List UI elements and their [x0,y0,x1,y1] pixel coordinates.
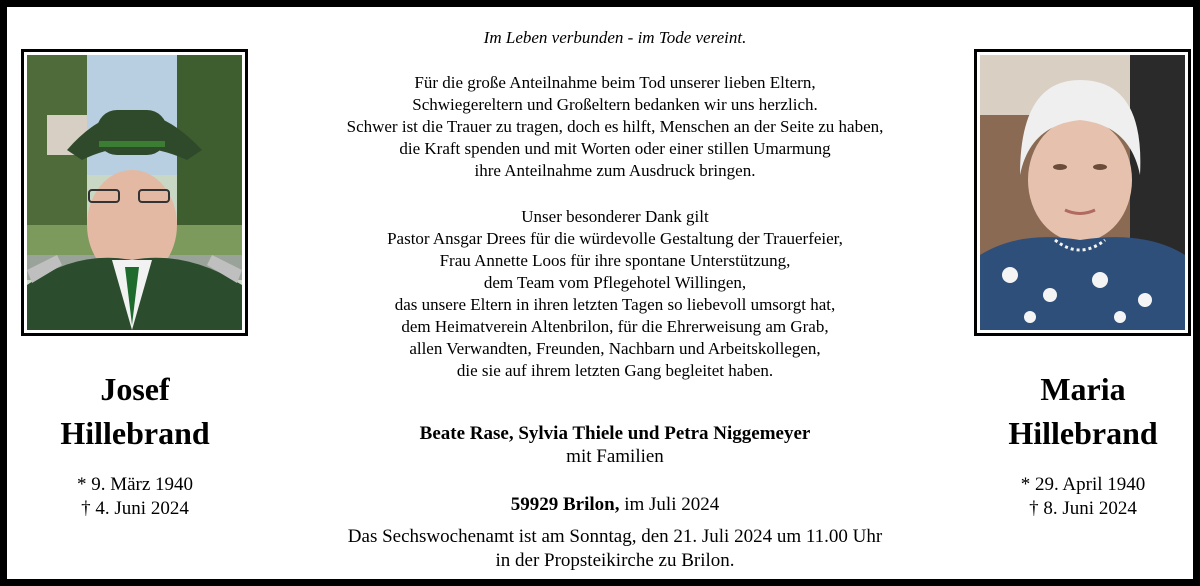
text-line: Schwiegereltern und Großeltern bedanken wir uns herzlich. [412,95,818,114]
text-line: die sie auf ihrem letzten Gang begleitet haben. [456,361,774,380]
first-name: Maria [1040,371,1126,407]
dates-maria [975,473,1191,521]
mass-notice [277,525,953,573]
last-name: Hillebrand [1008,415,1158,451]
special-thanks [277,206,953,382]
last-name: Hillebrand [60,415,210,451]
text-line: Das Sechswochenamt ist am Sonntag, den 21. Juli 2024 um 11.00 Uhr [347,526,883,547]
signer-names: Beate Rase, Sylvia Thiele und Petra Niggemeyer [419,423,811,444]
text-line: dem Team vom Pflegehotel Willingen, [483,273,747,292]
text-line: die Kraft spenden und mit Worten oder einer stillen Umarmung [399,139,831,158]
text-line: allen Verwandten, Freunden, Nachbarn und Arbeitskollegen, [409,339,821,358]
death-date: † 8. Juni 2024 [1029,498,1137,519]
text-line: in der Propsteikirche zu Brilon. [495,550,735,571]
signers [277,422,953,468]
portrait-josef [21,49,248,336]
text-line: Frau Annette Loos für ihre spontane Unterstützung, [439,251,791,270]
dates-josef [27,473,243,521]
text-line: das unsere Eltern in ihren letzten Tagen so liebevoll umsorgt hat, [394,295,836,314]
portrait-josef-image [27,55,242,330]
birth-date: * 9. März 1940 [76,474,194,495]
birth-date: * 29. April 1940 [1020,474,1146,495]
place-bold: 59929 Brilon, [510,494,620,515]
text-line: dem Heimatverein Altenbrilon, für die Ehrerweisung am Grab, [401,317,829,336]
text-line: Schwer ist die Trauer zu tragen, doch es hilft, Menschen an der Seite zu haben, [346,117,884,136]
signer-family: mit Familien [566,446,664,467]
portrait-maria [974,49,1191,336]
portrait-maria-image [980,55,1185,330]
place-rest: im Juli 2024 [619,494,720,515]
first-name: Josef [100,371,170,407]
place-date [277,493,953,517]
name-josef [27,367,243,455]
motto: Im Leben verbunden - im Tode vereint. [483,28,747,47]
text-line: ihre Anteilnahme zum Ausdruck bringen. [474,161,756,180]
name-maria [975,367,1191,455]
death-date: † 4. Juni 2024 [81,498,189,519]
text-line: Unser besonderer Dank gilt [521,207,709,226]
text-line: Pastor Ansgar Drees für die würdevolle Gestaltung der Trauerfeier, [387,229,843,248]
thanks-paragraph [277,72,953,182]
text-line: Für die große Anteilnahme beim Tod unserer lieben Eltern, [414,73,816,92]
